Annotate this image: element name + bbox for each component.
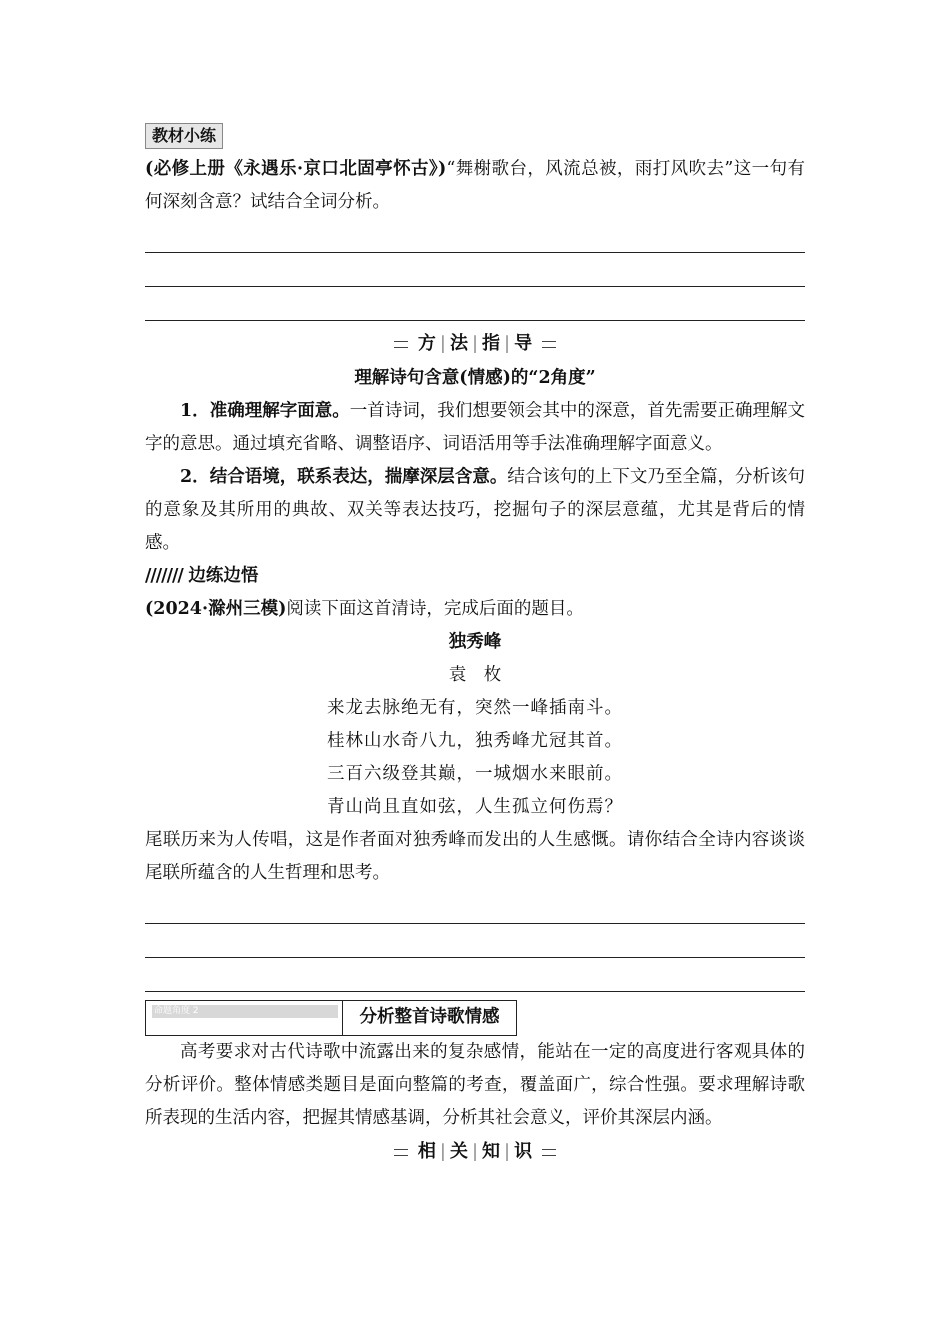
practice-tag: 教材小练 [145,123,223,149]
heading-ornament-left [394,341,408,348]
slash-decoration: /////// [145,566,183,586]
method-guide-heading: 方 | 法 | 指 | 导 [145,327,805,361]
drill-label: 边练边悟 [188,566,259,586]
heading-ornament-left [394,1149,408,1156]
section-label-box [146,1001,343,1035]
method-subtitle: 理解诗句含意(情感)的“2角度” [354,368,596,388]
practice-question-text: “舞榭歌台，风流总被，雨打风吹去”这一句有何深刻含意？试结合全词分析。 [145,159,805,212]
answer-line[interactable] [145,219,805,253]
section-body: 高考要求对古代诗歌中流露出来的复杂感情，能站在一定的高度进行客观具体的分析评价。整体情感类题目是面向整篇的考查，覆盖面广，综合性强。要求理解诗歌所表现的生活内容，把握其情感基调，分析其社会意义，评价其深层内涵。 [145,1042,805,1128]
poem-line: 三百六级登其巅，一城烟水来眼前。 [327,764,623,784]
answer-line[interactable] [145,958,805,992]
method-item: 1．准确理解字面意。一首诗词，我们想要领会其中的深意，首先需要正确理解文字的意思。通过填充省略、调整语序、词语活用等手法准确理解字面意义。 [145,401,805,454]
poem-title: 独秀峰 [448,632,502,652]
practice-question [145,153,805,219]
drill-intro: (2024·滁州三模)阅读下面这首清诗，完成后面的题目。 [145,599,584,619]
method-item: 2．结合语境，联系表达，揣摩深层含意。结合该句的上下文乃至全篇，分析该句的意象及其所用的典故、双关等表达技巧，挖掘句子的深层意蕴，尤其是背后的情感。 [145,467,806,553]
section-header [145,1000,517,1036]
drill-question: 尾联历来为人传唱，这是作者面对独秀峰而发出的人生感慨。请你结合全诗内容谈谈尾联所蕴含的人生哲理和思考。 [145,830,805,883]
page-content [145,120,805,1169]
poem-line: 青山尚且直如弦，人生孤立何伤焉？ [327,797,623,817]
drill-source: (2024·滁州三模) [145,599,287,619]
poem-line: 桂林山水奇八九，独秀峰尤冠其首。 [327,731,623,751]
drill-heading [145,560,805,593]
poem-line: 来龙去脉绝无有，突然一峰插南斗。 [327,698,623,718]
answer-line[interactable] [145,924,805,958]
related-knowledge-heading: 相 | 关 | 知 | 识 [145,1135,805,1169]
answer-line[interactable] [145,890,805,924]
answer-line[interactable] [145,253,805,287]
poem-author: 袁 枚 [448,665,502,685]
answer-line[interactable] [145,287,805,321]
section-title: 分析整首诗歌情感 [359,1007,500,1027]
heading-ornament-right [542,1149,556,1156]
heading-ornament-right [542,341,556,348]
practice-source: (必修上册《永遇乐·京口北固亭怀古》) [145,159,447,179]
section-label: 命题角度 2 [152,1005,338,1018]
